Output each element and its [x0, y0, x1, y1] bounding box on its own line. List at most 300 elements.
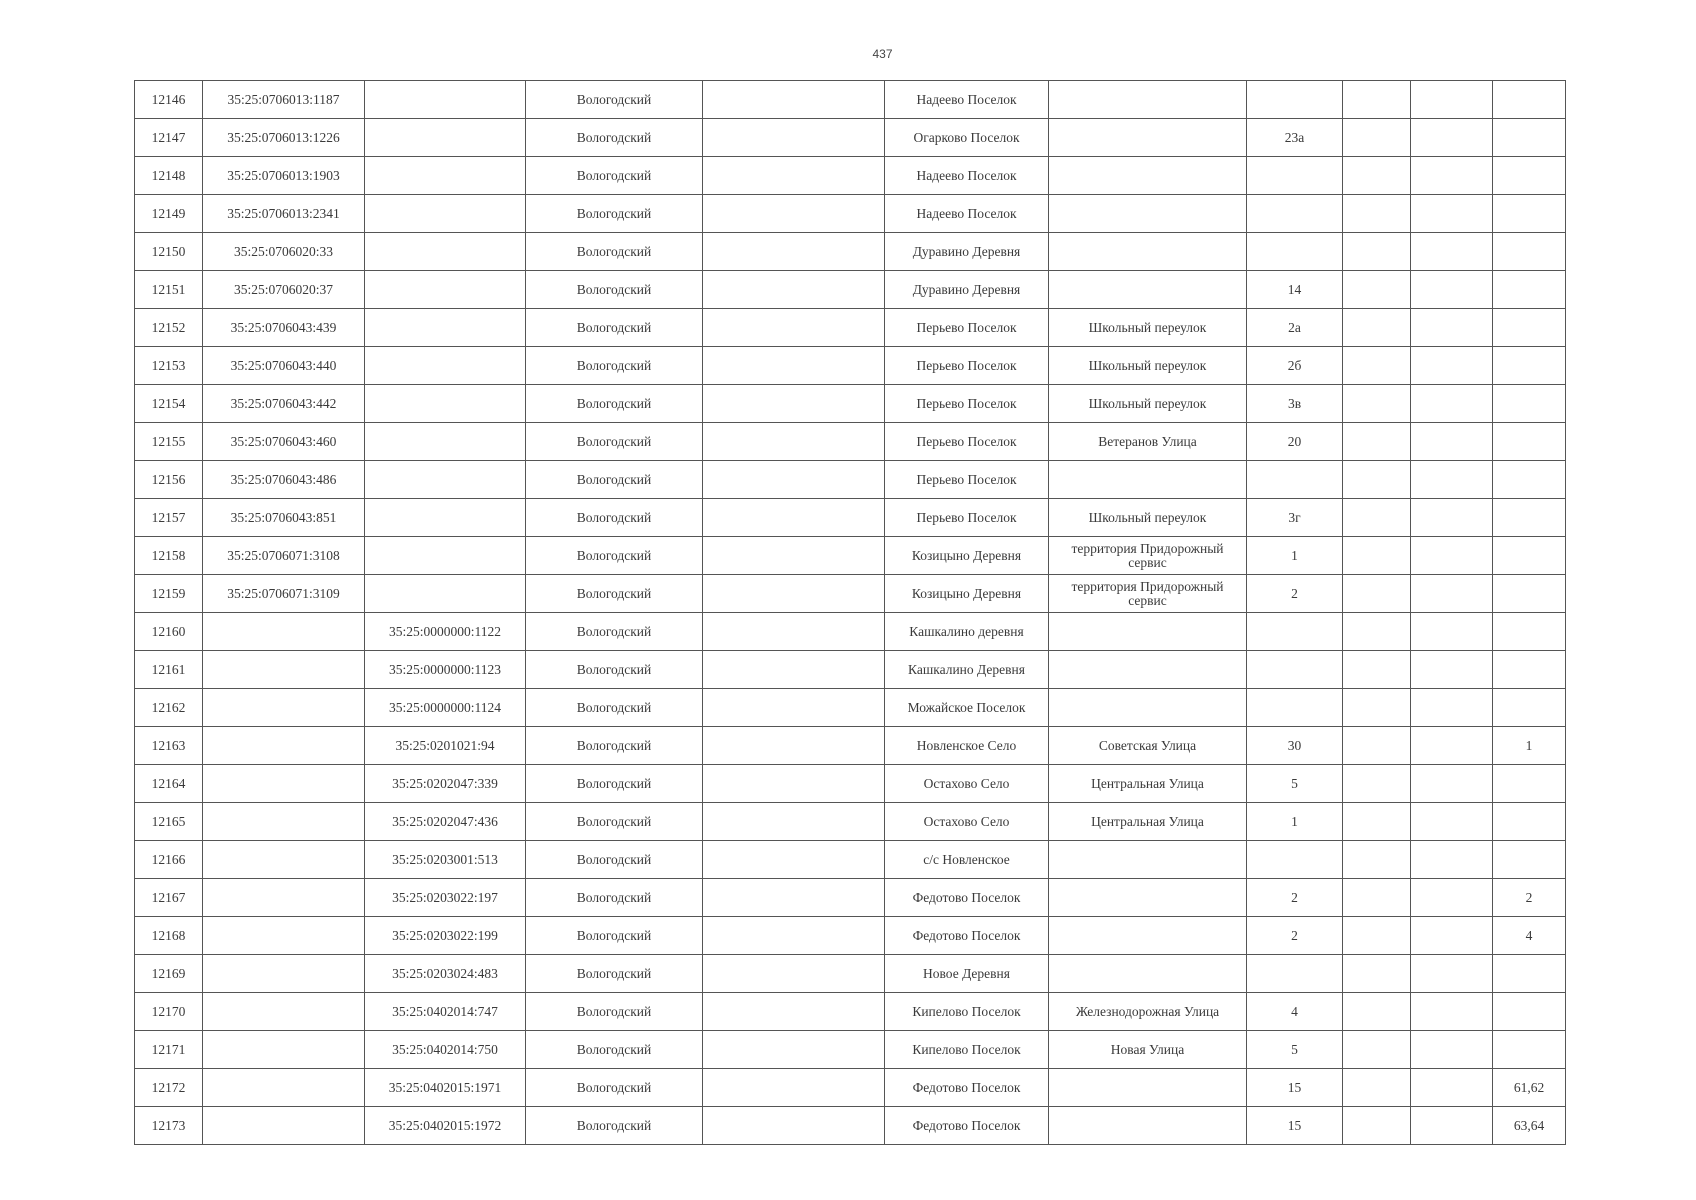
- district-cell: Вологодский: [526, 499, 703, 537]
- structure-cell: [1411, 81, 1493, 119]
- district-cell: Вологодский: [526, 309, 703, 347]
- apartment-cell: [1493, 575, 1566, 613]
- record-number-cell: 12171: [135, 1031, 203, 1069]
- district-cell: Вологодский: [526, 993, 703, 1031]
- district-cell: Вологодский: [526, 119, 703, 157]
- locality-cell: Дуравино Деревня: [885, 271, 1049, 309]
- record-number-cell: 12147: [135, 119, 203, 157]
- structure-cell: [1411, 917, 1493, 955]
- cadastral-number-cell: [203, 1107, 365, 1145]
- apartment-cell: [1493, 803, 1566, 841]
- locality-cell: Огарково Поселок: [885, 119, 1049, 157]
- structure-cell: [1411, 1031, 1493, 1069]
- cadastral-number-alt-cell: [365, 271, 526, 309]
- street-cell: [1049, 81, 1247, 119]
- empty-column-cell: [703, 309, 885, 347]
- record-number-cell: 12173: [135, 1107, 203, 1145]
- locality-cell: Перьево Поселок: [885, 347, 1049, 385]
- building-cell: [1343, 461, 1411, 499]
- empty-column-cell: [703, 955, 885, 993]
- cadastral-number-cell: [203, 955, 365, 993]
- apartment-cell: [1493, 119, 1566, 157]
- cadastral-number-cell: [203, 727, 365, 765]
- empty-column-cell: [703, 347, 885, 385]
- cadastral-number-alt-cell: 35:25:0203022:199: [365, 917, 526, 955]
- table-row: [135, 385, 1566, 423]
- apartment-cell: [1493, 841, 1566, 879]
- apartment-cell: [1493, 689, 1566, 727]
- empty-column-cell: [703, 271, 885, 309]
- cadastral-number-cell: [203, 765, 365, 803]
- house-number-cell: 3в: [1247, 385, 1343, 423]
- cadastral-number-alt-cell: [365, 157, 526, 195]
- locality-cell: Федотово Поселок: [885, 879, 1049, 917]
- street-cell: [1049, 271, 1247, 309]
- cadastral-number-cell: [203, 841, 365, 879]
- locality-cell: Кипелово Поселок: [885, 993, 1049, 1031]
- locality-cell: Новое Деревня: [885, 955, 1049, 993]
- district-cell: Вологодский: [526, 461, 703, 499]
- structure-cell: [1411, 233, 1493, 271]
- empty-column-cell: [703, 195, 885, 233]
- house-number-cell: [1247, 157, 1343, 195]
- house-number-cell: 5: [1247, 765, 1343, 803]
- structure-cell: [1411, 347, 1493, 385]
- street-cell: [1049, 195, 1247, 233]
- record-number-cell: 12148: [135, 157, 203, 195]
- locality-cell: Новленское Село: [885, 727, 1049, 765]
- apartment-cell: 63,64: [1493, 1107, 1566, 1145]
- locality-cell: Надеево Поселок: [885, 195, 1049, 233]
- locality-cell: Перьево Поселок: [885, 423, 1049, 461]
- house-number-cell: 4: [1247, 993, 1343, 1031]
- apartment-cell: [1493, 499, 1566, 537]
- record-number-cell: 12163: [135, 727, 203, 765]
- cadastral-number-alt-cell: [365, 537, 526, 575]
- structure-cell: [1411, 879, 1493, 917]
- locality-cell: Федотово Поселок: [885, 917, 1049, 955]
- structure-cell: [1411, 841, 1493, 879]
- record-number-cell: 12152: [135, 309, 203, 347]
- street-cell: Центральная Улица: [1049, 765, 1247, 803]
- cadastral-number-alt-cell: 35:25:0402014:747: [365, 993, 526, 1031]
- apartment-cell: [1493, 157, 1566, 195]
- structure-cell: [1411, 423, 1493, 461]
- structure-cell: [1411, 195, 1493, 233]
- record-number-cell: 12165: [135, 803, 203, 841]
- district-cell: Вологодский: [526, 385, 703, 423]
- cadastral-number-cell: [203, 993, 365, 1031]
- locality-cell: Кипелово Поселок: [885, 1031, 1049, 1069]
- cadastral-number-cell: 35:25:0706013:1187: [203, 81, 365, 119]
- district-cell: Вологодский: [526, 651, 703, 689]
- table-row: [135, 803, 1566, 841]
- house-number-cell: 2а: [1247, 309, 1343, 347]
- street-cell: [1049, 1069, 1247, 1107]
- locality-cell: Козицыно Деревня: [885, 575, 1049, 613]
- table-row: [135, 917, 1566, 955]
- empty-column-cell: [703, 119, 885, 157]
- house-number-cell: 2б: [1247, 347, 1343, 385]
- table-row: [135, 765, 1566, 803]
- district-cell: Вологодский: [526, 1069, 703, 1107]
- table-row: [135, 1031, 1566, 1069]
- cadastral-number-alt-cell: [365, 195, 526, 233]
- record-number-cell: 12156: [135, 461, 203, 499]
- locality-cell: Перьево Поселок: [885, 461, 1049, 499]
- record-number-cell: 12162: [135, 689, 203, 727]
- empty-column-cell: [703, 651, 885, 689]
- structure-cell: [1411, 727, 1493, 765]
- apartment-cell: 4: [1493, 917, 1566, 955]
- district-cell: Вологодский: [526, 1107, 703, 1145]
- house-number-cell: [1247, 195, 1343, 233]
- table-row: [135, 195, 1566, 233]
- apartment-cell: 61,62: [1493, 1069, 1566, 1107]
- locality-cell: Козицыно Деревня: [885, 537, 1049, 575]
- empty-column-cell: [703, 803, 885, 841]
- record-number-cell: 12159: [135, 575, 203, 613]
- empty-column-cell: [703, 461, 885, 499]
- locality-cell: Перьево Поселок: [885, 385, 1049, 423]
- building-cell: [1343, 955, 1411, 993]
- cadastral-number-alt-cell: [365, 233, 526, 271]
- cadastral-number-alt-cell: 35:25:0402014:750: [365, 1031, 526, 1069]
- empty-column-cell: [703, 993, 885, 1031]
- record-number-cell: 12146: [135, 81, 203, 119]
- house-number-cell: 15: [1247, 1069, 1343, 1107]
- building-cell: [1343, 309, 1411, 347]
- registry-table: [134, 80, 1566, 1145]
- district-cell: Вологодский: [526, 803, 703, 841]
- locality-cell: Остахово Село: [885, 765, 1049, 803]
- cadastral-number-cell: 35:25:0706020:33: [203, 233, 365, 271]
- apartment-cell: 2: [1493, 879, 1566, 917]
- apartment-cell: [1493, 537, 1566, 575]
- district-cell: Вологодский: [526, 195, 703, 233]
- record-number-cell: 12168: [135, 917, 203, 955]
- street-cell: Центральная Улица: [1049, 803, 1247, 841]
- table-row: [135, 651, 1566, 689]
- table-row: [135, 499, 1566, 537]
- apartment-cell: [1493, 309, 1566, 347]
- house-number-cell: [1247, 461, 1343, 499]
- structure-cell: [1411, 119, 1493, 157]
- empty-column-cell: [703, 841, 885, 879]
- street-cell: Школьный переулок: [1049, 309, 1247, 347]
- street-cell: Ветеранов Улица: [1049, 423, 1247, 461]
- cadastral-number-cell: [203, 613, 365, 651]
- empty-column-cell: [703, 1107, 885, 1145]
- cadastral-number-cell: [203, 917, 365, 955]
- street-cell: Железнодорожная Улица: [1049, 993, 1247, 1031]
- house-number-cell: [1247, 689, 1343, 727]
- table-row: [135, 157, 1566, 195]
- building-cell: [1343, 727, 1411, 765]
- apartment-cell: [1493, 651, 1566, 689]
- structure-cell: [1411, 651, 1493, 689]
- cadastral-number-cell: 35:25:0706071:3109: [203, 575, 365, 613]
- structure-cell: [1411, 803, 1493, 841]
- apartment-cell: [1493, 233, 1566, 271]
- record-number-cell: 12150: [135, 233, 203, 271]
- structure-cell: [1411, 499, 1493, 537]
- empty-column-cell: [703, 233, 885, 271]
- house-number-cell: 30: [1247, 727, 1343, 765]
- cadastral-number-cell: 35:25:0706043:442: [203, 385, 365, 423]
- structure-cell: [1411, 575, 1493, 613]
- district-cell: Вологодский: [526, 423, 703, 461]
- apartment-cell: [1493, 81, 1566, 119]
- house-number-cell: [1247, 651, 1343, 689]
- cadastral-number-cell: 35:25:0706013:1903: [203, 157, 365, 195]
- house-number-cell: [1247, 955, 1343, 993]
- structure-cell: [1411, 461, 1493, 499]
- record-number-cell: 12158: [135, 537, 203, 575]
- cadastral-number-alt-cell: [365, 347, 526, 385]
- record-number-cell: 12169: [135, 955, 203, 993]
- cadastral-number-alt-cell: [365, 499, 526, 537]
- table-row: [135, 423, 1566, 461]
- house-number-cell: 1: [1247, 537, 1343, 575]
- record-number-cell: 12160: [135, 613, 203, 651]
- building-cell: [1343, 879, 1411, 917]
- empty-column-cell: [703, 499, 885, 537]
- house-number-cell: [1247, 841, 1343, 879]
- district-cell: Вологодский: [526, 841, 703, 879]
- empty-column-cell: [703, 385, 885, 423]
- street-cell: [1049, 689, 1247, 727]
- cadastral-number-cell: [203, 803, 365, 841]
- cadastral-number-alt-cell: 35:25:0402015:1971: [365, 1069, 526, 1107]
- empty-column-cell: [703, 613, 885, 651]
- cadastral-number-alt-cell: 35:25:0402015:1972: [365, 1107, 526, 1145]
- house-number-cell: 20: [1247, 423, 1343, 461]
- district-cell: Вологодский: [526, 271, 703, 309]
- cadastral-number-alt-cell: [365, 81, 526, 119]
- district-cell: Вологодский: [526, 157, 703, 195]
- house-number-cell: 2: [1247, 917, 1343, 955]
- district-cell: Вологодский: [526, 689, 703, 727]
- structure-cell: [1411, 271, 1493, 309]
- locality-cell: Перьево Поселок: [885, 309, 1049, 347]
- street-cell: [1049, 955, 1247, 993]
- cadastral-number-cell: 35:25:0706043:486: [203, 461, 365, 499]
- structure-cell: [1411, 1069, 1493, 1107]
- structure-cell: [1411, 765, 1493, 803]
- building-cell: [1343, 157, 1411, 195]
- table-row: [135, 841, 1566, 879]
- table-row: [135, 879, 1566, 917]
- street-cell: территория Придорожный сервис: [1049, 575, 1247, 613]
- building-cell: [1343, 841, 1411, 879]
- locality-cell: Кашкалино деревня: [885, 613, 1049, 651]
- empty-column-cell: [703, 157, 885, 195]
- apartment-cell: [1493, 993, 1566, 1031]
- locality-cell: Можайское Поселок: [885, 689, 1049, 727]
- locality-cell: Федотово Поселок: [885, 1069, 1049, 1107]
- building-cell: [1343, 233, 1411, 271]
- locality-cell: Кашкалино Деревня: [885, 651, 1049, 689]
- apartment-cell: [1493, 613, 1566, 651]
- house-number-cell: 5: [1247, 1031, 1343, 1069]
- empty-column-cell: [703, 1069, 885, 1107]
- empty-column-cell: [703, 1031, 885, 1069]
- record-number-cell: 12154: [135, 385, 203, 423]
- district-cell: Вологодский: [526, 727, 703, 765]
- building-cell: [1343, 1069, 1411, 1107]
- district-cell: Вологодский: [526, 575, 703, 613]
- table-row: [135, 575, 1566, 613]
- building-cell: [1343, 765, 1411, 803]
- cadastral-number-cell: 35:25:0706013:1226: [203, 119, 365, 157]
- table-row: [135, 271, 1566, 309]
- house-number-cell: [1247, 81, 1343, 119]
- street-cell: [1049, 651, 1247, 689]
- cadastral-number-cell: [203, 1069, 365, 1107]
- cadastral-number-cell: 35:25:0706020:37: [203, 271, 365, 309]
- district-cell: Вологодский: [526, 765, 703, 803]
- record-number-cell: 12166: [135, 841, 203, 879]
- locality-cell: Остахово Село: [885, 803, 1049, 841]
- apartment-cell: [1493, 347, 1566, 385]
- building-cell: [1343, 575, 1411, 613]
- cadastral-number-alt-cell: 35:25:0202047:436: [365, 803, 526, 841]
- building-cell: [1343, 119, 1411, 157]
- cadastral-number-cell: [203, 1031, 365, 1069]
- registry-body: [135, 81, 1566, 1145]
- record-number-cell: 12172: [135, 1069, 203, 1107]
- district-cell: Вологодский: [526, 537, 703, 575]
- street-cell: [1049, 157, 1247, 195]
- table-row: [135, 461, 1566, 499]
- street-cell: [1049, 461, 1247, 499]
- house-number-cell: 15: [1247, 1107, 1343, 1145]
- district-cell: Вологодский: [526, 1031, 703, 1069]
- record-number-cell: 12153: [135, 347, 203, 385]
- cadastral-number-cell: 35:25:0706043:460: [203, 423, 365, 461]
- empty-column-cell: [703, 879, 885, 917]
- cadastral-number-alt-cell: [365, 385, 526, 423]
- street-cell: Советская Улица: [1049, 727, 1247, 765]
- empty-column-cell: [703, 81, 885, 119]
- house-number-cell: 1: [1247, 803, 1343, 841]
- locality-cell: Надеево Поселок: [885, 157, 1049, 195]
- table-row: [135, 727, 1566, 765]
- street-cell: Школьный переулок: [1049, 499, 1247, 537]
- cadastral-number-alt-cell: 35:25:0203022:197: [365, 879, 526, 917]
- building-cell: [1343, 1107, 1411, 1145]
- cadastral-number-alt-cell: [365, 309, 526, 347]
- empty-column-cell: [703, 727, 885, 765]
- structure-cell: [1411, 309, 1493, 347]
- locality-cell: Перьево Поселок: [885, 499, 1049, 537]
- locality-cell: Дуравино Деревня: [885, 233, 1049, 271]
- apartment-cell: [1493, 195, 1566, 233]
- cadastral-number-alt-cell: [365, 423, 526, 461]
- apartment-cell: 1: [1493, 727, 1566, 765]
- locality-cell: Федотово Поселок: [885, 1107, 1049, 1145]
- structure-cell: [1411, 537, 1493, 575]
- apartment-cell: [1493, 385, 1566, 423]
- house-number-cell: [1247, 613, 1343, 651]
- apartment-cell: [1493, 955, 1566, 993]
- record-number-cell: 12149: [135, 195, 203, 233]
- building-cell: [1343, 271, 1411, 309]
- street-cell: [1049, 233, 1247, 271]
- locality-cell: с/с Новленское: [885, 841, 1049, 879]
- street-cell: территория Придорожный сервис: [1049, 537, 1247, 575]
- building-cell: [1343, 499, 1411, 537]
- cadastral-number-cell: [203, 651, 365, 689]
- apartment-cell: [1493, 461, 1566, 499]
- building-cell: [1343, 385, 1411, 423]
- structure-cell: [1411, 1107, 1493, 1145]
- record-number-cell: 12170: [135, 993, 203, 1031]
- cadastral-number-cell: 35:25:0706043:439: [203, 309, 365, 347]
- record-number-cell: 12164: [135, 765, 203, 803]
- structure-cell: [1411, 157, 1493, 195]
- street-cell: [1049, 119, 1247, 157]
- building-cell: [1343, 917, 1411, 955]
- structure-cell: [1411, 385, 1493, 423]
- street-cell: Школьный переулок: [1049, 385, 1247, 423]
- street-cell: Новая Улица: [1049, 1031, 1247, 1069]
- building-cell: [1343, 347, 1411, 385]
- structure-cell: [1411, 613, 1493, 651]
- apartment-cell: [1493, 1031, 1566, 1069]
- record-number-cell: 12167: [135, 879, 203, 917]
- cadastral-number-alt-cell: [365, 461, 526, 499]
- district-cell: Вологодский: [526, 955, 703, 993]
- house-number-cell: [1247, 233, 1343, 271]
- record-number-cell: 12161: [135, 651, 203, 689]
- cadastral-number-alt-cell: 35:25:0000000:1123: [365, 651, 526, 689]
- structure-cell: [1411, 993, 1493, 1031]
- district-cell: Вологодский: [526, 81, 703, 119]
- building-cell: [1343, 689, 1411, 727]
- house-number-cell: 2: [1247, 879, 1343, 917]
- empty-column-cell: [703, 575, 885, 613]
- table-row: [135, 347, 1566, 385]
- table-row: [135, 689, 1566, 727]
- building-cell: [1343, 195, 1411, 233]
- cadastral-number-cell: 35:25:0706043:851: [203, 499, 365, 537]
- house-number-cell: 3г: [1247, 499, 1343, 537]
- district-cell: Вологодский: [526, 347, 703, 385]
- district-cell: Вологодский: [526, 233, 703, 271]
- apartment-cell: [1493, 765, 1566, 803]
- cadastral-number-cell: [203, 879, 365, 917]
- table-row: [135, 1069, 1566, 1107]
- cadastral-number-alt-cell: 35:25:0203024:483: [365, 955, 526, 993]
- table-row: [135, 993, 1566, 1031]
- empty-column-cell: [703, 917, 885, 955]
- table-row: [135, 613, 1566, 651]
- record-number-cell: 12155: [135, 423, 203, 461]
- table-row: [135, 1107, 1566, 1145]
- cadastral-number-cell: [203, 689, 365, 727]
- table-row: [135, 81, 1566, 119]
- house-number-cell: 2: [1247, 575, 1343, 613]
- building-cell: [1343, 993, 1411, 1031]
- locality-cell: Надеево Поселок: [885, 81, 1049, 119]
- empty-column-cell: [703, 423, 885, 461]
- building-cell: [1343, 651, 1411, 689]
- table-row: [135, 537, 1566, 575]
- empty-column-cell: [703, 765, 885, 803]
- house-number-cell: 14: [1247, 271, 1343, 309]
